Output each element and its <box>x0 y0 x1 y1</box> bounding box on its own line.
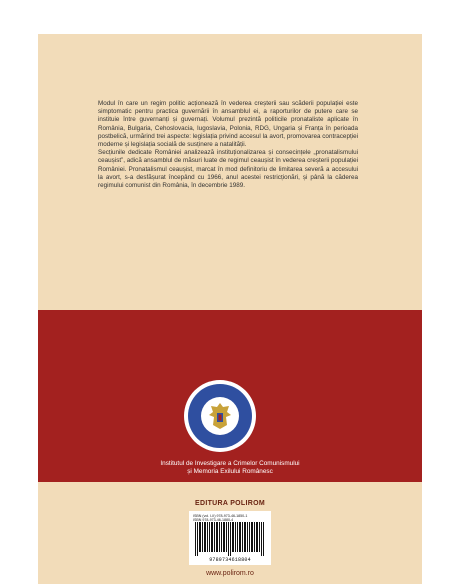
cover-top-section <box>38 34 422 310</box>
blurb-paragraph-1: Modul în care un regim politic acționează în vederea creșterii sau scăderii populației este simptomatic pentru practica guvernării în ansamblul ei, a raporturilor de putere care se instituie între guvernanți și guvernați. Volumul prezintă politicile pronataliste aplicate în România, Bulgaria, Cehoslovacia, Iugoslavia, Polonia, RDG, Ungaria și Franța în perioada postbelică, urmărind trei aspecte: legislația privind accesul la avort, promovarea contracepției moderne și legislația socială de susținere a natalității. <box>98 100 358 149</box>
barcode-digits: 9789734618804 <box>209 557 251 563</box>
isbn-line-2: ISBN 978-973-46-1880-4 <box>193 518 234 522</box>
red-band <box>38 310 422 482</box>
seal-emblem <box>201 397 239 435</box>
blurb-paragraph-2: Secțiunile dedicate României analizează instituționalizarea și consecințele „pronatalismului ceaușist”, adică ansamblul de măsuri luate de regimul ceaușist în vederea creșterii populației României. Pronatalismul ceaușist, marcat în mod definitoriu de limitarea severă a accesului la avort, s-a desfășurat începând cu 1966, anul acestei restricționări, și până la căderea regimului comunist din România, în decembrie 1989. <box>98 149 358 190</box>
isbn-line-1: ISBN (vol. I-II) 978-973-46-1850-1 <box>193 514 248 518</box>
book-back-cover <box>38 34 422 584</box>
isbn-barcode-box <box>189 511 271 565</box>
publisher-name: EDITURA POLIROM <box>195 500 265 507</box>
eagle-crest-icon <box>207 401 233 431</box>
seal-ring <box>188 384 252 448</box>
institute-name-line-1: Institutul de Investigare a Crimelor Comunismului <box>160 460 300 467</box>
institute-name-line-2: și Memoria Exilului Românesc <box>187 468 273 476</box>
institute-name <box>78 460 382 477</box>
barcode-icon <box>193 522 267 556</box>
cover-bottom-section <box>38 482 422 584</box>
institute-seal-logo <box>184 380 256 452</box>
publisher-website: www.polirom.ro <box>206 570 254 577</box>
blurb-text <box>98 100 358 190</box>
